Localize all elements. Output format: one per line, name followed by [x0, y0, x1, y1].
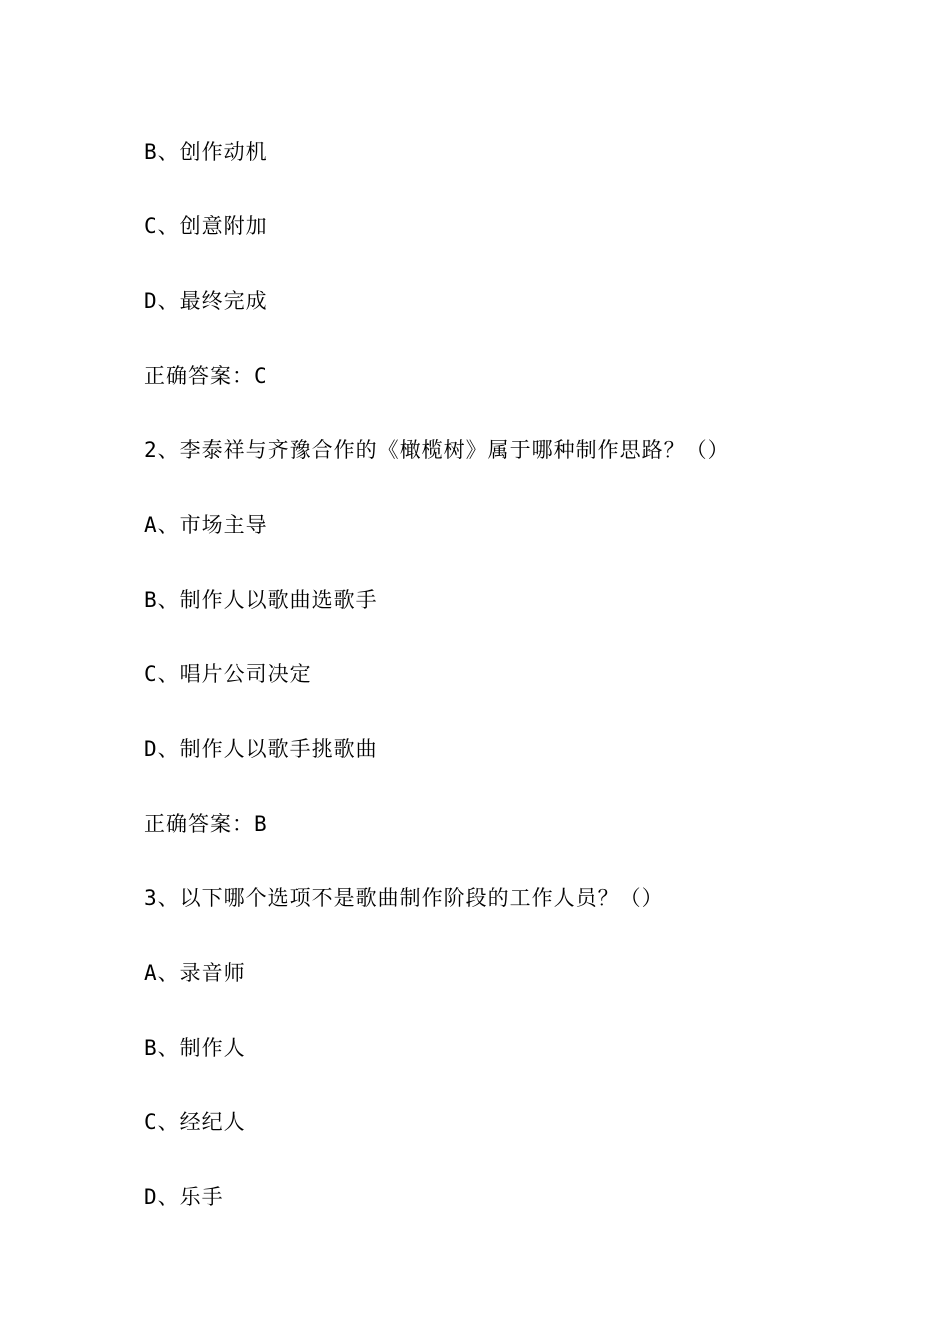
q1-option-b: B、创作动机	[144, 140, 268, 164]
q2-option-b: B、制作人以歌曲选歌手	[144, 588, 378, 612]
q3-option-c: C、经纪人	[144, 1110, 246, 1134]
q2-question: 2、李泰祥与齐豫合作的《橄榄树》属于哪种制作思路？（）	[144, 438, 730, 462]
q2-option-a: A、市场主导	[144, 513, 268, 537]
q2-answer: 正确答案：B	[144, 812, 268, 836]
q2-option-c: C、唱片公司决定	[144, 662, 312, 686]
q3-question: 3、以下哪个选项不是歌曲制作阶段的工作人员？（）	[144, 886, 664, 910]
q2-option-d: D、制作人以歌手挑歌曲	[144, 737, 378, 761]
q1-answer: 正确答案：C	[144, 364, 268, 388]
q3-option-a: A、录音师	[144, 961, 246, 985]
q3-option-b: B、制作人	[144, 1036, 246, 1060]
q1-option-c: C、创意附加	[144, 214, 268, 238]
q1-option-d: D、最终完成	[144, 289, 268, 313]
q3-option-d: D、乐手	[144, 1185, 224, 1209]
